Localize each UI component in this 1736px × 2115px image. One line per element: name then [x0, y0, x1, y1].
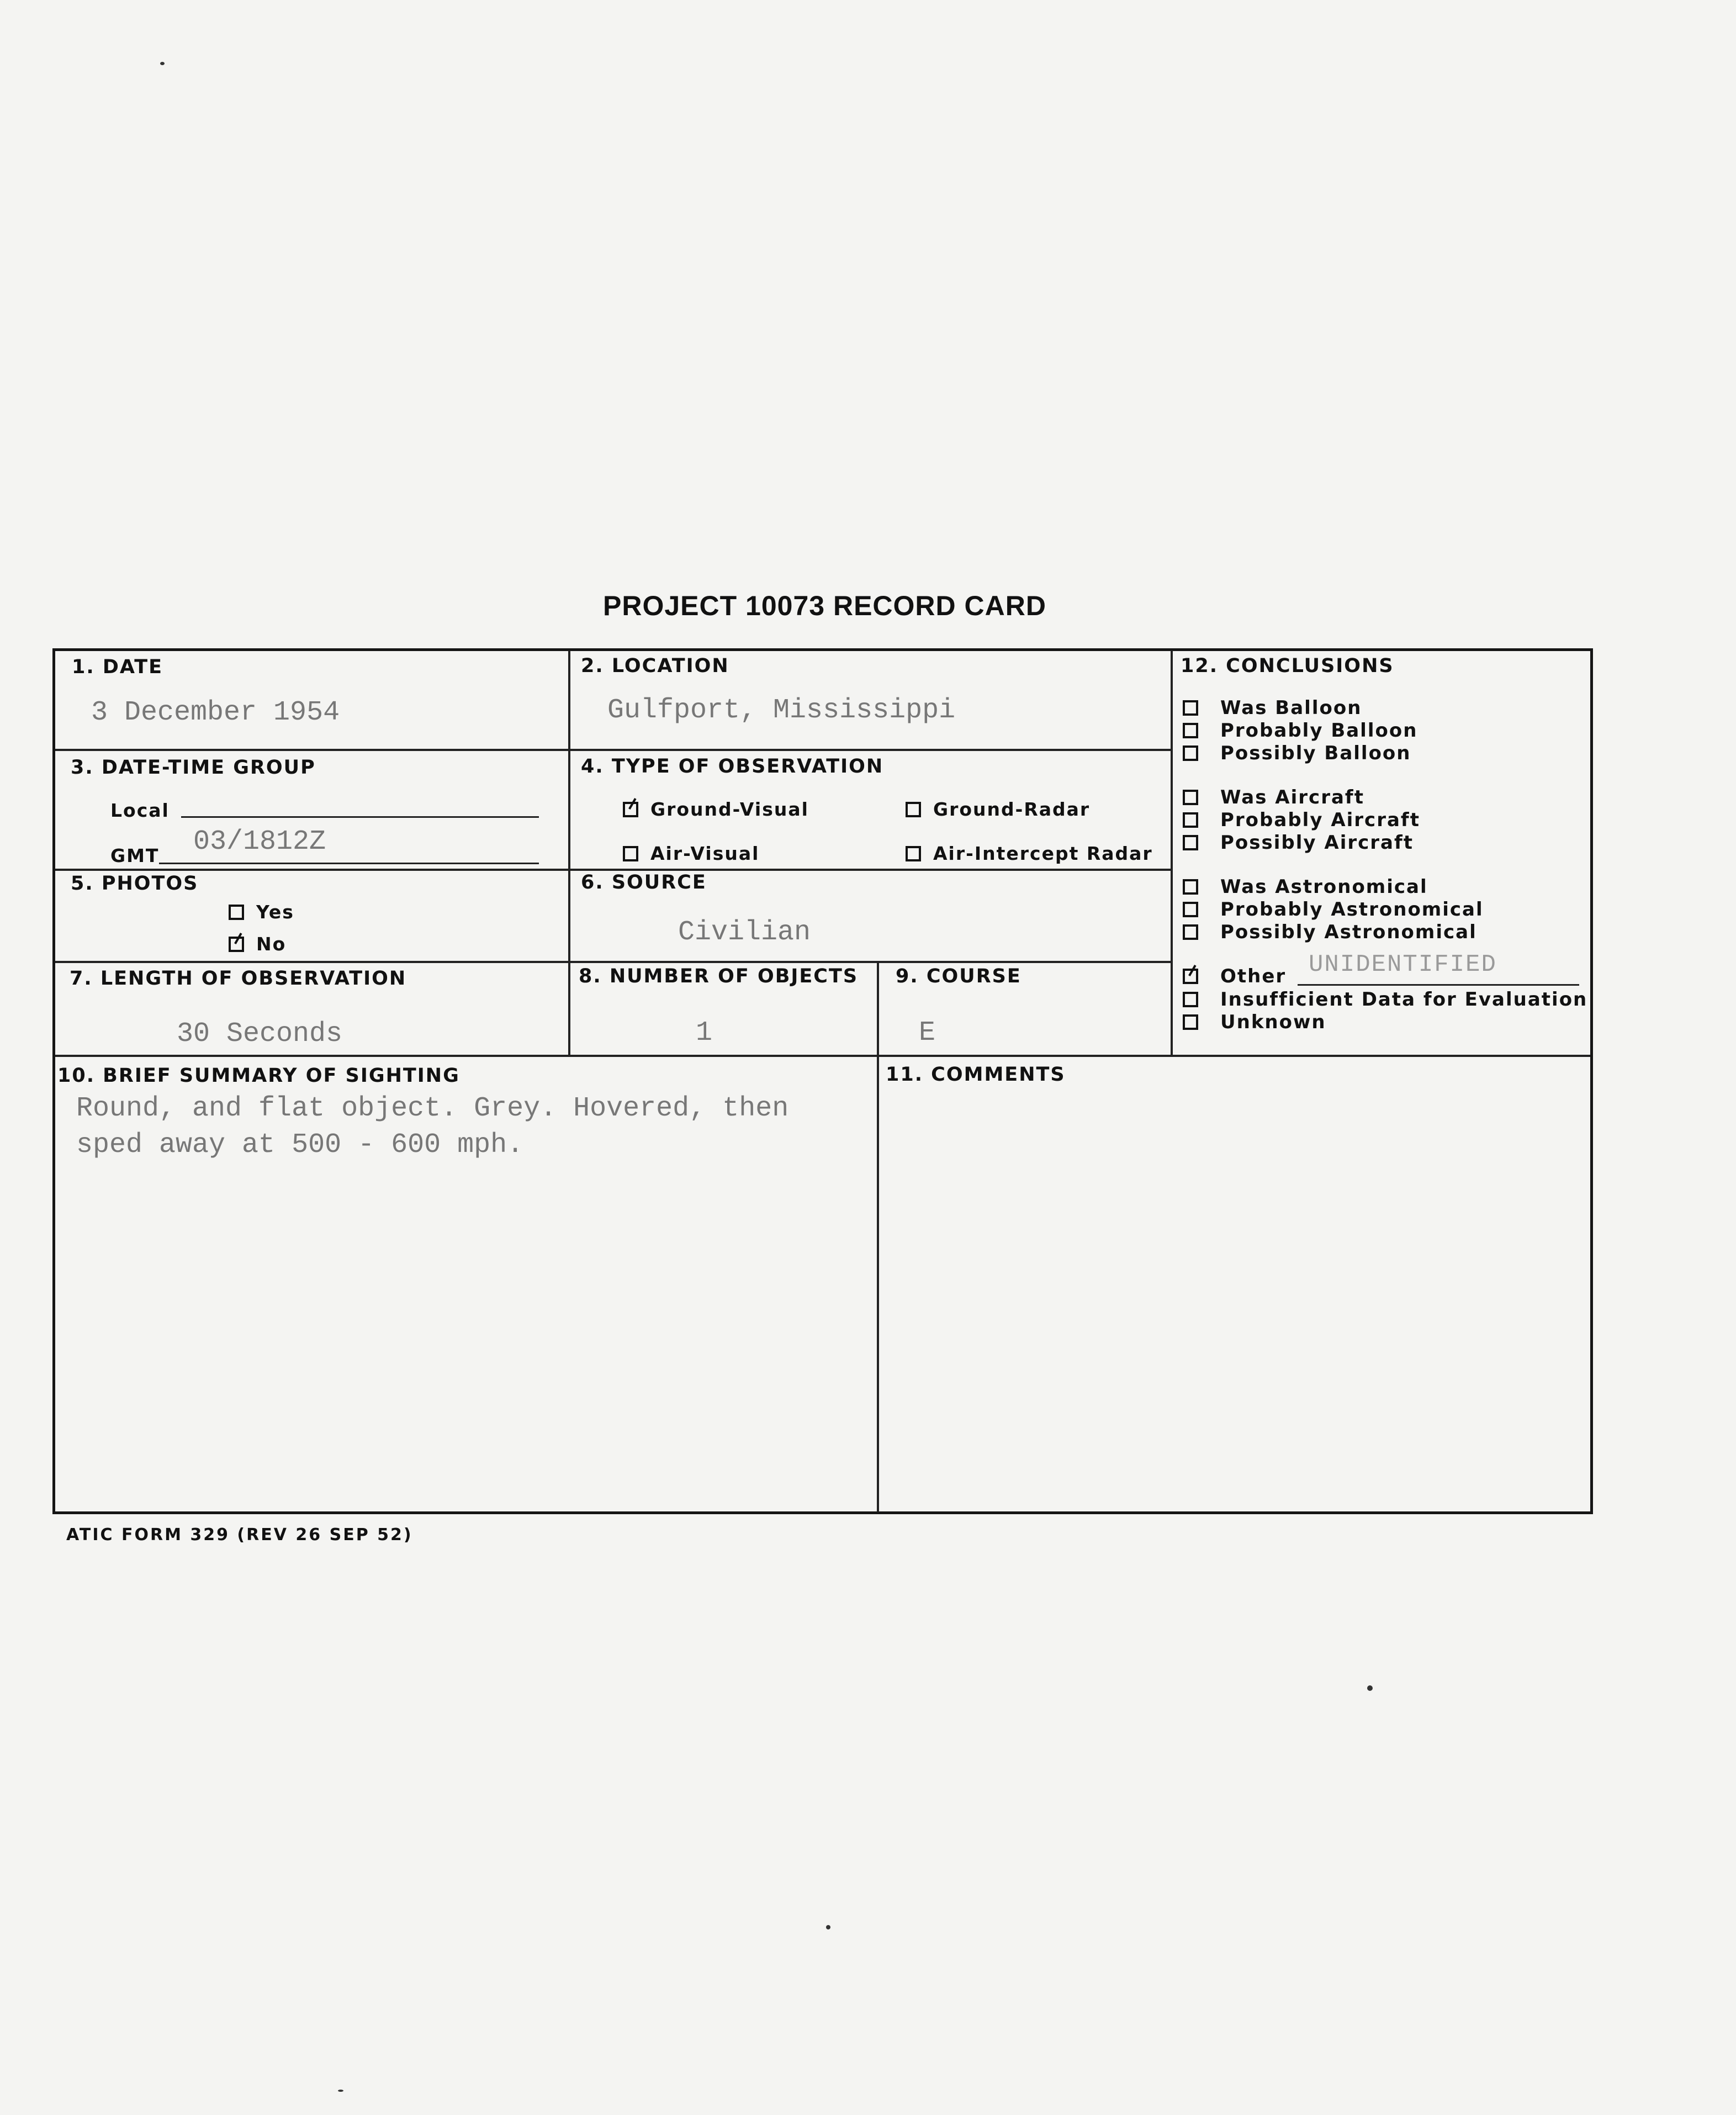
option-label: Possibly Astronomical [1220, 921, 1477, 943]
checkbox-icon [1183, 835, 1198, 850]
divider-row3 [55, 961, 1171, 963]
option-label: Possibly Aircraft [1220, 832, 1414, 854]
option-label: Probably Astronomical [1220, 898, 1484, 921]
checkbox-icon [623, 802, 638, 817]
checkbox-icon [1183, 723, 1198, 738]
option-label: Ground-Radar [933, 799, 1091, 820]
option-label: Air-Visual [650, 843, 760, 864]
course-label: 9. COURSE [896, 965, 1022, 987]
conclusion-insufficient-data[interactable] [1183, 988, 1587, 1011]
brief-summary-label: 10. BRIEF SUMMARY OF SIGHTING [57, 1065, 460, 1087]
conclusion-probably-balloon[interactable] [1183, 720, 1417, 742]
date-value: 3 December 1954 [91, 697, 340, 728]
brief-summary-value: Round, and flat object. Grey. Hovered, then sped away at 500 - 600 mph. [76, 1093, 789, 1161]
divider-row2 [55, 869, 1171, 871]
photos-label: 5. PHOTOS [71, 873, 199, 895]
conclusion-was-astronomical[interactable] [1183, 876, 1428, 898]
conclusion-probably-aircraft[interactable] [1183, 809, 1420, 831]
local-label: Local [110, 800, 170, 821]
date-time-group-label: 3. DATE-TIME GROUP [71, 757, 316, 779]
location-value: Gulfport, Mississippi [607, 695, 956, 726]
scan-speck [160, 62, 165, 65]
other-value: UNIDENTIFIED [1309, 951, 1497, 979]
checkbox-icon [1183, 745, 1198, 761]
divider-row1 [55, 749, 1171, 751]
checkbox-icon [1183, 924, 1198, 940]
conclusion-was-aircraft[interactable] [1183, 786, 1364, 808]
scan-speck [1367, 1685, 1373, 1691]
option-label: No [256, 933, 287, 955]
source-value: Civilian [678, 917, 811, 948]
scan-speck [338, 2090, 343, 2092]
option-label: Probably Balloon [1220, 720, 1418, 742]
option-label: Was Balloon [1220, 697, 1362, 719]
option-ground-visual[interactable] [623, 799, 809, 820]
option-air-visual[interactable] [623, 843, 759, 864]
option-ground-radar[interactable] [906, 799, 1090, 820]
checkbox-icon [906, 846, 921, 861]
checkbox-icon [623, 846, 638, 861]
form-footer: ATIC FORM 329 (REV 26 SEP 52) [66, 1525, 413, 1545]
checkbox-icon [1183, 879, 1198, 895]
location-label: 2. LOCATION [581, 655, 729, 677]
option-label: Possibly Balloon [1220, 742, 1411, 764]
option-label: Other [1220, 965, 1287, 987]
checkbox-icon [1183, 812, 1198, 828]
option-label: Yes [256, 901, 294, 923]
checkbox-icon [1183, 700, 1198, 716]
gmt-underline [159, 863, 539, 864]
other-underline [1298, 984, 1579, 986]
option-label: Was Aircraft [1220, 786, 1364, 808]
divider-left-col [568, 651, 570, 1055]
number-of-objects-label: 8. NUMBER OF OBJECTS [579, 965, 859, 987]
course-value: E [919, 1017, 936, 1049]
conclusion-probably-astronomical[interactable] [1183, 898, 1484, 921]
option-label: Air-Intercept Radar [933, 843, 1153, 864]
scan-speck [826, 1925, 830, 1929]
date-label: 1. DATE [72, 656, 163, 678]
length-of-observation-value: 30 Seconds [177, 1018, 343, 1050]
local-underline [181, 816, 539, 818]
gmt-value: 03/1812Z [193, 826, 326, 858]
checkbox-icon [1183, 902, 1198, 917]
type-of-observation-label: 4. TYPE OF OBSERVATION [581, 755, 884, 778]
option-air-intercept-radar[interactable] [906, 843, 1153, 864]
conclusion-was-balloon[interactable] [1183, 697, 1362, 719]
option-label: Insufficient Data for Evaluation [1220, 988, 1588, 1011]
checkbox-icon [1183, 969, 1198, 984]
number-of-objects-value: 1 [696, 1017, 713, 1049]
divider-row4 [55, 1055, 1590, 1057]
conclusions-label: 12. CONCLUSIONS [1181, 655, 1394, 677]
length-of-observation-label: 7. LENGTH OF OBSERVATION [70, 967, 407, 990]
divider-conclusions [1171, 651, 1173, 1055]
checkbox-icon [1183, 1014, 1198, 1030]
conclusion-possibly-aircraft[interactable] [1183, 832, 1414, 854]
option-label: Probably Aircraft [1220, 809, 1420, 831]
card-title: PROJECT 10073 RECORD CARD [603, 590, 1046, 621]
divider-summary-comments [877, 1057, 879, 1512]
conclusion-possibly-astronomical[interactable] [1183, 921, 1477, 943]
conclusion-other[interactable] [1183, 965, 1286, 987]
checkbox-icon [229, 905, 244, 920]
gmt-label: GMT [110, 845, 160, 866]
comments-label: 11. COMMENTS [886, 1064, 1066, 1086]
option-label: Unknown [1220, 1011, 1326, 1033]
option-label: Ground-Visual [650, 799, 809, 820]
divider-objects-course [877, 961, 879, 1055]
option-label: Was Astronomical [1220, 876, 1428, 898]
source-label: 6. SOURCE [581, 871, 707, 893]
photos-option-yes[interactable] [229, 901, 294, 923]
checkbox-icon [1183, 790, 1198, 805]
photos-option-no[interactable] [229, 933, 286, 955]
conclusion-unknown[interactable] [1183, 1011, 1326, 1033]
checkbox-icon [1183, 992, 1198, 1007]
checkbox-icon [229, 937, 244, 952]
conclusion-possibly-balloon[interactable] [1183, 742, 1411, 764]
checkbox-icon [906, 802, 921, 817]
